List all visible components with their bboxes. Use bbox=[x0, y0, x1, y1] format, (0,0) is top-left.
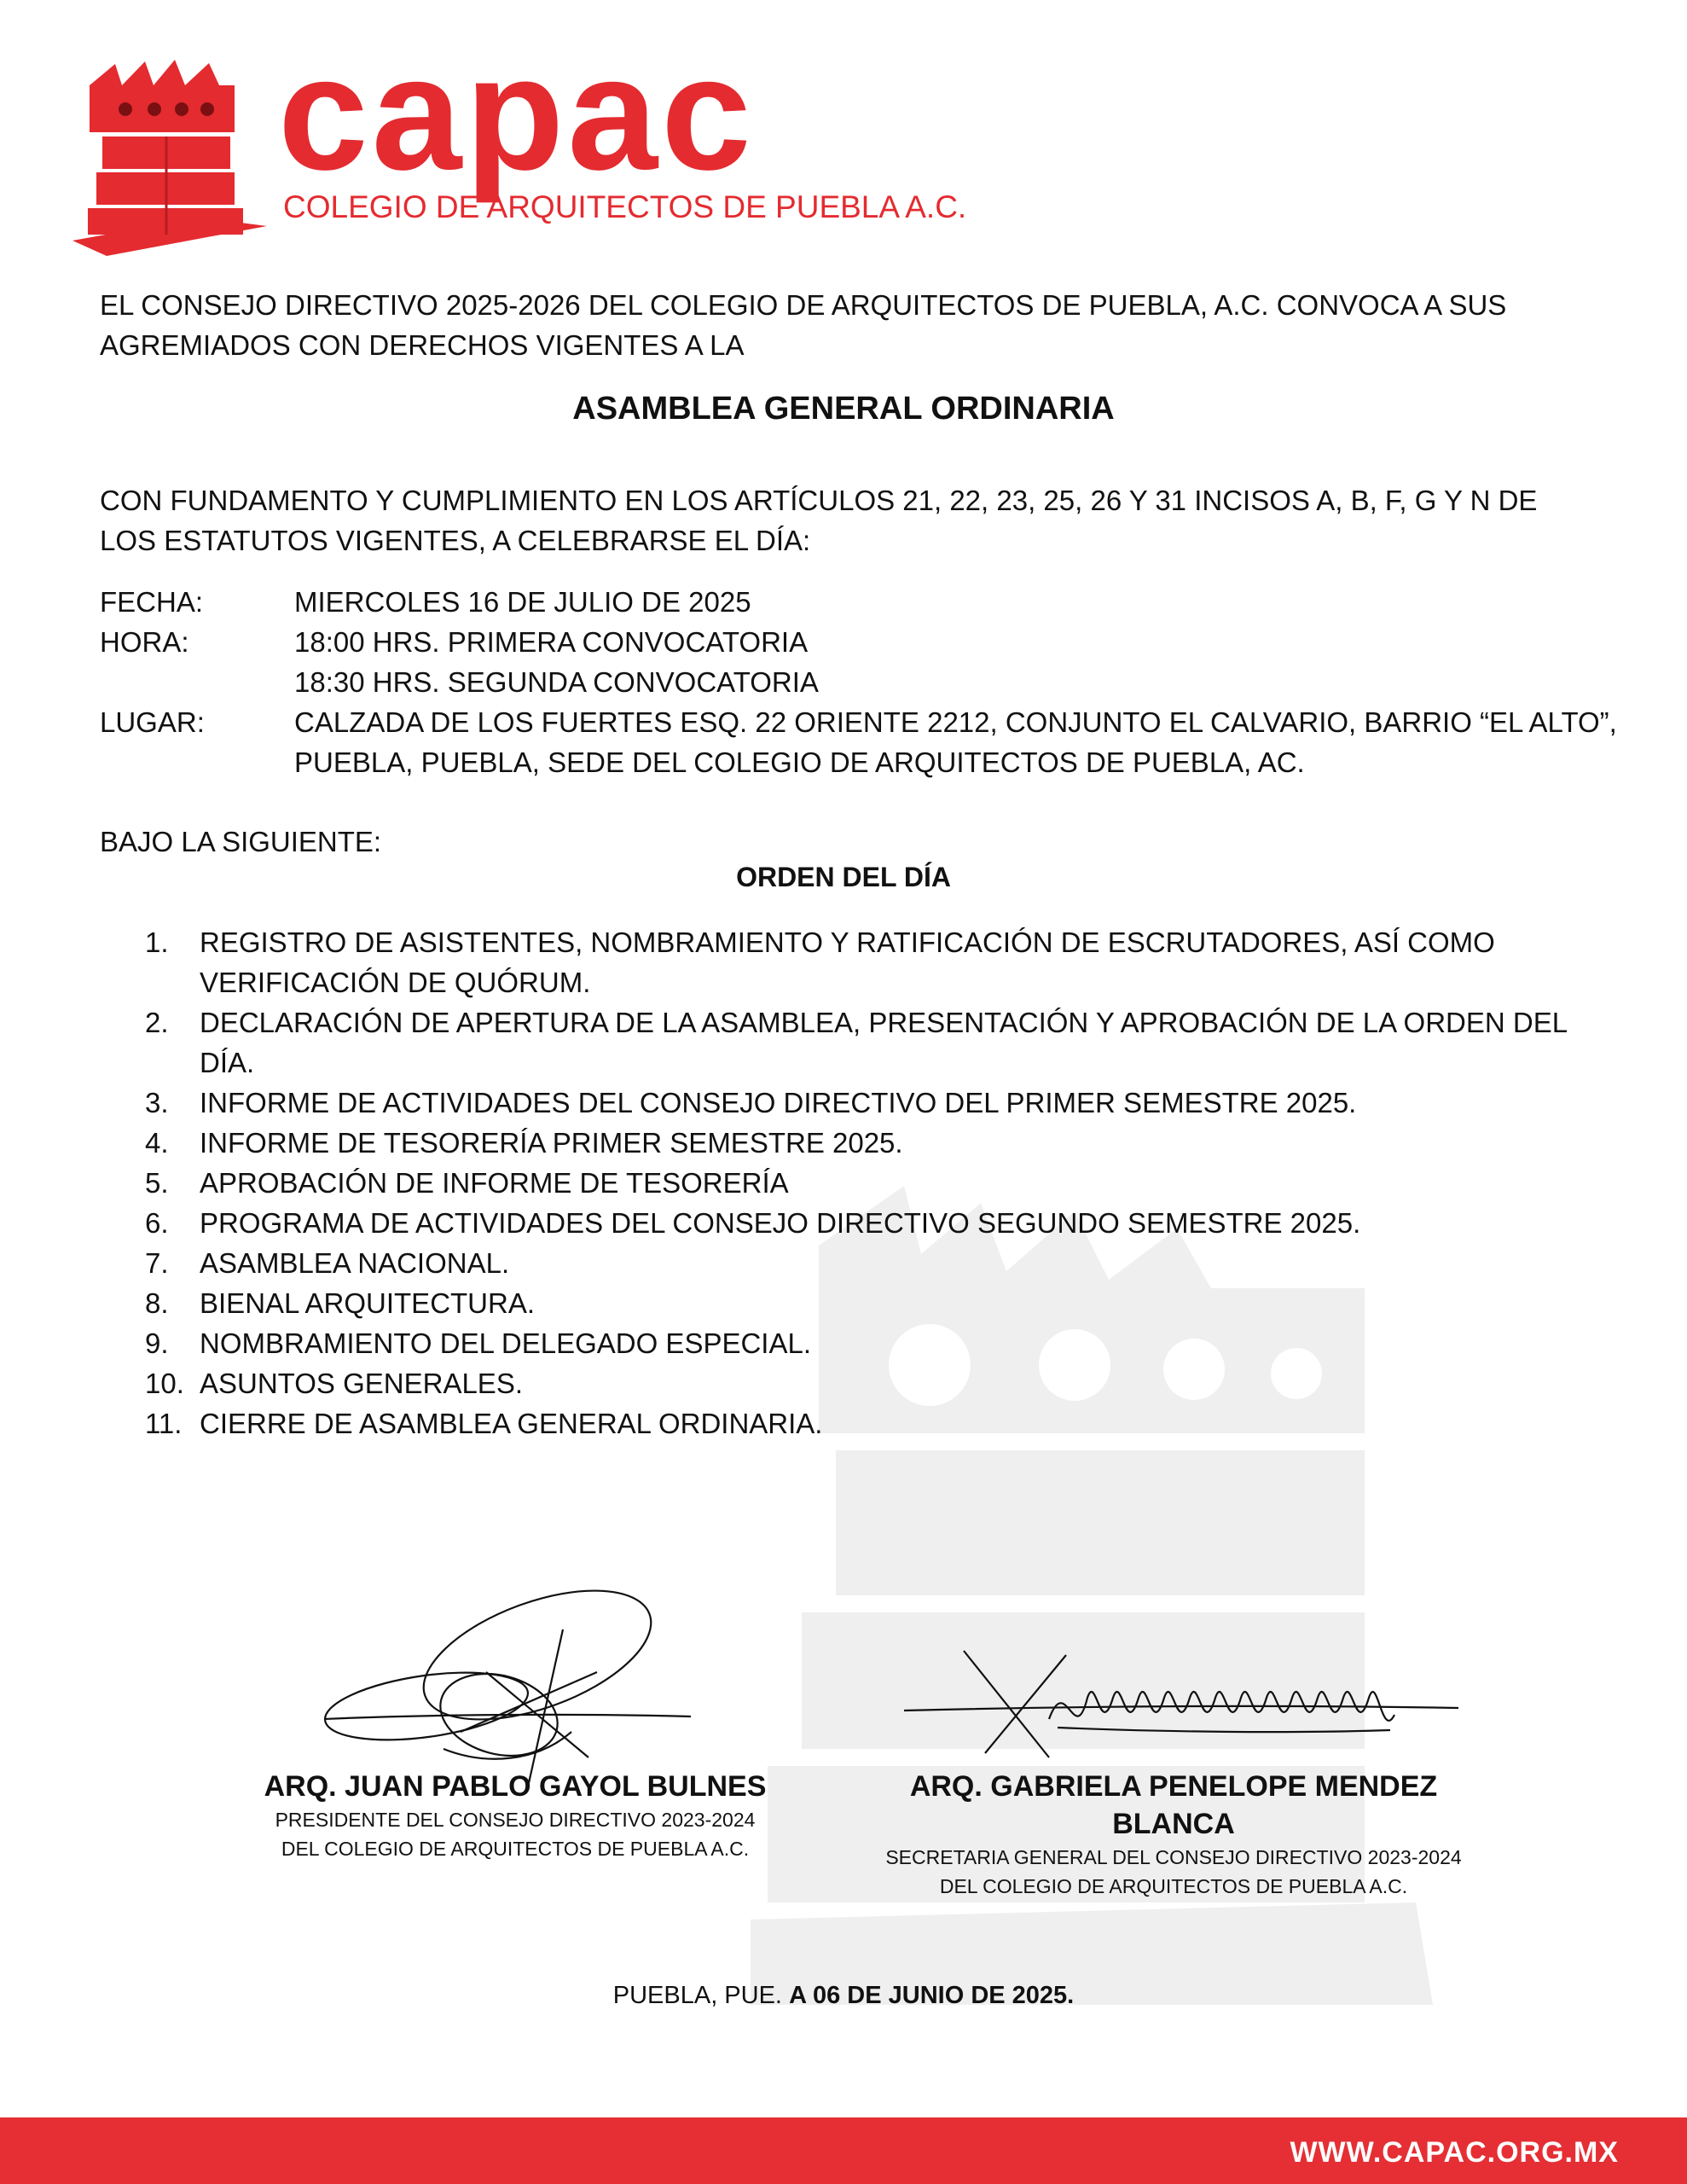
time-value-second: 18:30 HRS. SEGUNDA CONVOCATORIA bbox=[294, 666, 819, 698]
logo-subtitle: COLEGIO DE ARQUITECTOS DE PUEBLA A.C. bbox=[283, 189, 967, 224]
signatory-role: DEL COLEGIO DE ARQUITECTOS DE PUEBLA A.C. bbox=[939, 1875, 1408, 1897]
signature-president-icon bbox=[316, 1578, 699, 1792]
agenda-item: 5. APROBACIÓN DE INFORME DE TESORERÍA bbox=[145, 1167, 789, 1199]
agenda-list bbox=[145, 922, 1595, 1443]
time-label: HORA: bbox=[100, 626, 189, 658]
footer-band bbox=[0, 2117, 1687, 2184]
signatory-role: SECRETARIA GENERAL DEL CONSEJO DIRECTIVO 2023-2024 bbox=[885, 1846, 1462, 1868]
date-value: MIERCOLES 16 DE JULIO DE 2025 bbox=[294, 586, 751, 618]
agenda-item: 9. NOMBRAMIENTO DEL DELEGADO ESPECIAL. bbox=[145, 1327, 812, 1359]
issue-date bbox=[0, 1982, 1687, 2010]
basis-paragraph: CON FUNDAMENTO Y CUMPLIMIENTO EN LOS ARTÍCULOS 21, 22, 23, 25, 26 Y 31 INCISOS A, B, F, G Y N DE LOS ESTATUTOS VIGENTES, A CELEBRARSE EL DÍA: bbox=[100, 485, 1538, 556]
agenda-item: 10. ASUNTOS GENERALES. bbox=[145, 1368, 524, 1399]
agenda-item: 2. DECLARACIÓN DE APERTURA DE LA ASAMBLEA, PRESENTACIÓN Y APROBACIÓN DE LA ORDEN DEL DÍA. bbox=[145, 1007, 1567, 1078]
time-value-first: 18:00 HRS. PRIMERA CONVOCATORIA bbox=[294, 626, 809, 658]
date-label: FECHA: bbox=[100, 586, 204, 618]
signatory-name: ARQ. JUAN PABLO GAYOL BULNES bbox=[264, 1770, 767, 1803]
place-value: CALZADA DE LOS FUERTES ESQ. 22 ORIENTE 2212, CONJUNTO EL CALVARIO, BARRIO “EL ALTO”, PUEBLA, PUEBLA, SEDE DEL COLEGIO DE ARQUITECTOS DE PUEBLA, AC. bbox=[294, 706, 1617, 778]
agenda-item: 7. ASAMBLEA NACIONAL. bbox=[145, 1247, 510, 1279]
signatory-role: PRESIDENTE DEL CONSEJO DIRECTIVO 2023-2024 bbox=[275, 1809, 756, 1831]
document-title: ASAMBLEA GENERAL ORDINARIA bbox=[572, 391, 1115, 427]
capac-logo-icon bbox=[72, 51, 269, 256]
agenda-item: 3. INFORME DE ACTIVIDADES DEL CONSEJO DIRECTIVO DEL PRIMER SEMESTRE 2025. bbox=[145, 1087, 1357, 1118]
website-link[interactable]: WWW.CAPAC.ORG.MX bbox=[1290, 2136, 1619, 2169]
intro-paragraph: EL CONSEJO DIRECTIVO 2025-2026 DEL COLEGIO DE ARQUITECTOS DE PUEBLA, A.C. CONVOCA A SUS AGREMIADOS CON DERECHOS VIGENTES A LA bbox=[100, 289, 1507, 361]
logo-wordmark: capac bbox=[278, 23, 755, 204]
place-label: LUGAR: bbox=[100, 706, 205, 738]
agenda-lead: BAJO LA SIGUIENTE: bbox=[100, 826, 382, 857]
signatory-secretary bbox=[867, 1768, 1481, 1901]
agenda-item: 11. CIERRE DE ASAMBLEA GENERAL ORDINARIA. bbox=[145, 1408, 823, 1439]
agenda-title: ORDEN DEL DÍA bbox=[736, 862, 951, 892]
issue-date-value: A 06 DE JUNIO DE 2025. bbox=[789, 1982, 1075, 2009]
agenda-item: 1. REGISTRO DE ASISTENTES, NOMBRAMIENTO Y RATIFICACIÓN DE ESCRUTADORES, ASÍ COMO VERIFICACIÓN DE QUÓRUM. bbox=[145, 926, 1495, 998]
agenda-item: 4. INFORME DE TESORERÍA PRIMER SEMESTRE 2025. bbox=[145, 1127, 903, 1159]
signatory-role: DEL COLEGIO DE ARQUITECTOS DE PUEBLA A.C. bbox=[281, 1838, 750, 1860]
signatory-name: ARQ. GABRIELA PENELOPE MENDEZ BLANCA bbox=[909, 1770, 1438, 1840]
signatory-president bbox=[259, 1768, 771, 1863]
signature-secretary-icon bbox=[904, 1638, 1467, 1766]
agenda-item: 8. BIENAL ARQUITECTURA. bbox=[145, 1287, 536, 1319]
issue-place: PUEBLA, PUE. bbox=[612, 1982, 790, 2009]
agenda-item: 6. PROGRAMA DE ACTIVIDADES DEL CONSEJO DIRECTIVO SEGUNDO SEMESTRE 2025. bbox=[145, 1207, 1361, 1239]
